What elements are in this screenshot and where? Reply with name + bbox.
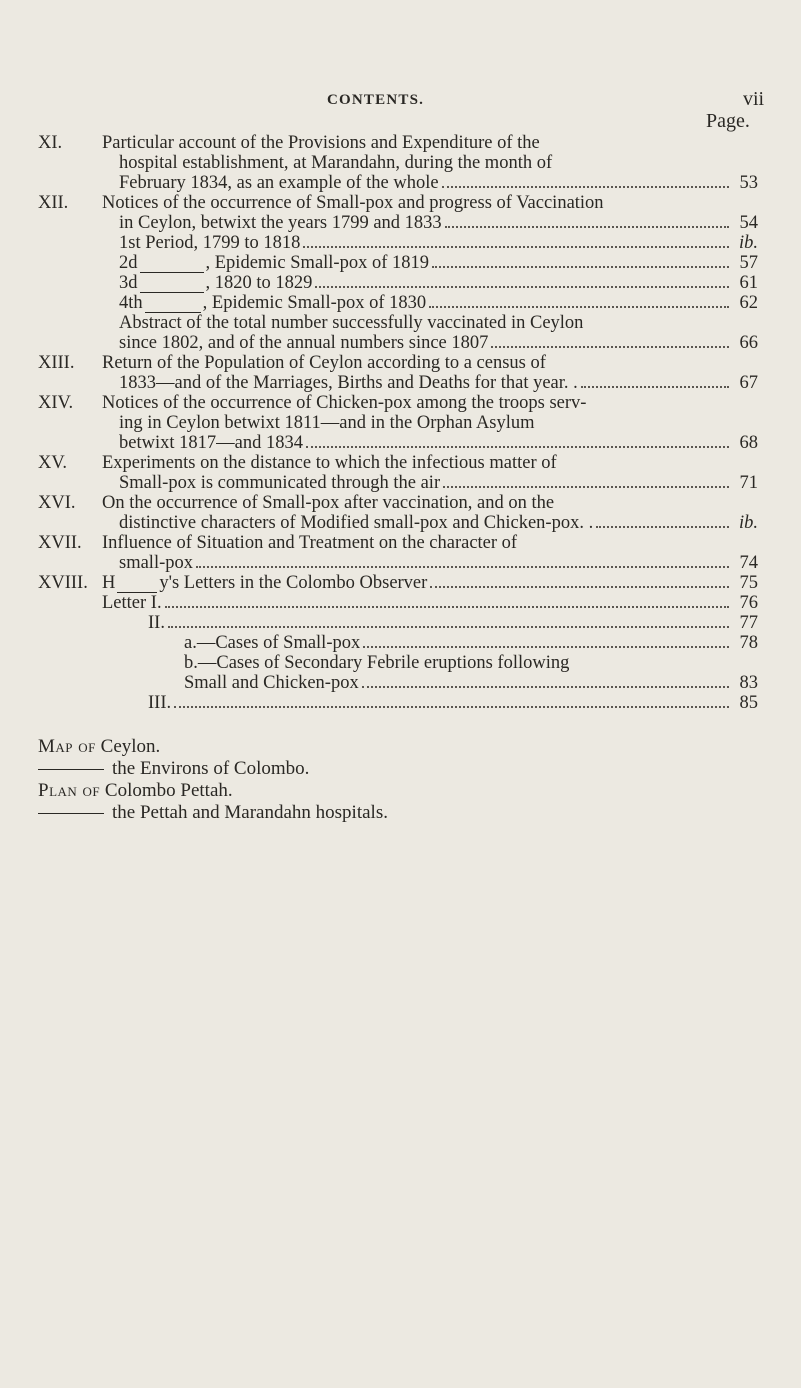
- toc-line: [102, 613, 758, 633]
- toc-line: [102, 513, 758, 533]
- map-item: [38, 802, 388, 824]
- toc-line: [102, 693, 758, 713]
- toc-line-text: Letter I.: [102, 593, 162, 613]
- map-item-text: Colombo Pettah.: [104, 780, 233, 801]
- map-item-label: Map of: [38, 736, 96, 757]
- toc-line: [102, 393, 758, 413]
- page-number: 78: [739, 633, 758, 653]
- page-number: 85: [739, 693, 758, 713]
- table-of-contents: [38, 133, 758, 713]
- toc-line-text: Small-pox is communicated through the air: [119, 473, 441, 493]
- dot-leader: [442, 186, 729, 188]
- toc-line-text: since 1802, and of the annual numbers since 1807: [119, 333, 489, 353]
- page-number: 53: [739, 173, 758, 193]
- toc-entry: [38, 493, 758, 533]
- toc-line: [102, 253, 758, 273]
- toc-line-text: Notices of the occurrence of Small-pox and progress of Vaccination: [102, 193, 604, 213]
- chapter-number: XVI.: [38, 493, 76, 513]
- page-number: 61: [739, 273, 758, 293]
- dot-leader: [581, 386, 729, 388]
- chapter-number: XVII.: [38, 533, 82, 553]
- dot-leader: [443, 486, 729, 488]
- map-item: [38, 758, 388, 780]
- page-number: 76: [739, 593, 758, 613]
- dot-leader: [430, 586, 729, 588]
- map-item-text: Ceylon.: [100, 736, 161, 757]
- toc-line-text: in Ceylon, betwixt the years 1799 and 1833: [119, 213, 442, 233]
- toc-line-text: Notices of the occurrence of Chicken-pox among the troops serv-: [102, 393, 587, 413]
- toc-line-text: Small and Chicken-pox: [184, 673, 359, 693]
- map-item: [38, 736, 388, 758]
- line-prefix: 2d: [119, 253, 138, 273]
- map-item-text: the Pettah and Marandahn hospitals.: [112, 802, 388, 823]
- toc-line: [102, 213, 758, 233]
- ditto-dash: [38, 769, 104, 770]
- page-number: 77: [739, 613, 758, 633]
- dot-leader: [306, 446, 729, 448]
- toc-line: [102, 593, 758, 613]
- toc-line-text: , Epidemic Small-pox of 1830: [202, 293, 427, 313]
- page-number: 68: [739, 433, 758, 453]
- page-number: ib.: [738, 233, 758, 253]
- toc-line: [102, 133, 758, 153]
- toc-line-text: II.: [148, 613, 165, 633]
- chapter-number: XIII.: [38, 353, 75, 373]
- chapter-number: XIV.: [38, 393, 74, 413]
- toc-line-text: y's Letters in the Colombo Observer: [159, 573, 428, 593]
- dot-leader: [596, 526, 729, 528]
- toc-line-text: ing in Ceylon betwixt 1811—and in the Orphan Asylum: [119, 413, 535, 433]
- toc-line: [102, 333, 758, 353]
- page-number: 74: [739, 553, 758, 573]
- toc-line-text: distinctive characters of Modified small-pox and Chicken-pox. .: [119, 513, 594, 533]
- toc-line-text: Particular account of the Provisions and Expenditure of the: [102, 133, 540, 153]
- page-number: 57: [739, 253, 758, 273]
- toc-entry: [38, 133, 758, 193]
- toc-entry: [38, 573, 758, 713]
- chapter-number: XV.: [38, 453, 67, 473]
- toc-line-text: , Epidemic Small-pox of 1819: [205, 253, 430, 273]
- dot-leader: [174, 706, 729, 708]
- toc-line: [102, 293, 758, 313]
- chapter-number: XII.: [38, 193, 69, 213]
- dot-leader: [445, 226, 729, 228]
- dot-leader: [303, 246, 729, 248]
- toc-line-text: 1833—and of the Marriages, Births and Deaths for that year. .: [119, 373, 578, 393]
- toc-line: [102, 653, 758, 673]
- dot-leader: [196, 566, 729, 568]
- chapter-number: XI.: [38, 133, 63, 153]
- ditto-dash: [38, 813, 104, 814]
- chapter-number: XVIII.: [38, 573, 88, 593]
- page-number: ib.: [738, 513, 758, 533]
- page-number: 62: [739, 293, 758, 313]
- dot-leader: [362, 686, 729, 688]
- running-head: [0, 88, 801, 116]
- toc-line: [102, 553, 758, 573]
- map-item-label: Plan of: [38, 780, 101, 801]
- map-item-text: the Environs of Colombo.: [112, 758, 310, 779]
- page-number: 54: [739, 213, 758, 233]
- dot-leader: [432, 266, 729, 268]
- toc-line: [102, 433, 758, 453]
- dot-leader: [165, 606, 729, 608]
- toc-line: [102, 633, 758, 653]
- toc-line: [102, 313, 758, 333]
- toc-line-text: b.—Cases of Secondary Febrile eruptions following: [184, 653, 570, 673]
- page-number: 71: [739, 473, 758, 493]
- toc-line-text: small-pox: [119, 553, 193, 573]
- dot-leader: [491, 346, 729, 348]
- toc-line: [102, 473, 758, 493]
- toc-line: [102, 273, 758, 293]
- toc-line-text: Experiments on the distance to which the infectious matter of: [102, 453, 557, 473]
- toc-line: [102, 153, 758, 173]
- dot-leader: [363, 646, 729, 648]
- line-prefix: 4th: [119, 293, 143, 313]
- toc-line-text: betwixt 1817—and 1834: [119, 433, 303, 453]
- dot-leader: [429, 306, 729, 308]
- line-prefix: 3d: [119, 273, 138, 293]
- ditto-dash: [140, 292, 204, 293]
- page-number: 67: [739, 373, 758, 393]
- dot-leader: [168, 626, 729, 628]
- toc-line: [102, 573, 758, 593]
- toc-line: [102, 373, 758, 393]
- maps-and-plans-list: [38, 736, 388, 824]
- page-number: 75: [739, 573, 758, 593]
- toc-line-text: a.—Cases of Small-pox: [184, 633, 361, 653]
- toc-line: [102, 673, 758, 693]
- toc-line: [102, 193, 758, 213]
- line-prefix: H: [102, 573, 116, 593]
- toc-line: [102, 533, 758, 553]
- toc-entry: [38, 533, 758, 573]
- page-column-label: Page.: [706, 110, 750, 132]
- toc-line-text: February 1834, as an example of the whole: [119, 173, 439, 193]
- toc-line: [102, 413, 758, 433]
- toc-line: [102, 173, 758, 193]
- toc-entry: [38, 453, 758, 493]
- toc-line-text: III.: [148, 693, 172, 713]
- toc-line: [102, 493, 758, 513]
- page-number: 83: [739, 673, 758, 693]
- toc-line-text: hospital establishment, at Marandahn, during the month of: [119, 153, 553, 173]
- ditto-dash: [140, 272, 204, 273]
- running-head-title: CONTENTS.: [327, 92, 425, 108]
- page-folio: vii: [743, 88, 765, 110]
- toc-entry: [38, 193, 758, 353]
- toc-entry: [38, 353, 758, 393]
- page-number: 66: [739, 333, 758, 353]
- toc-line-text: 1st Period, 1799 to 1818: [119, 233, 301, 253]
- toc-line: [102, 233, 758, 253]
- toc-line: [102, 353, 758, 373]
- toc-line-text: Influence of Situation and Treatment on the character of: [102, 533, 518, 553]
- toc-line: [102, 453, 758, 473]
- toc-line-text: Return of the Population of Ceylon according to a census of: [102, 353, 546, 373]
- toc-line-text: On the occurrence of Small-pox after vaccination, and on the: [102, 493, 555, 513]
- toc-line-text: Abstract of the total number successfully vaccinated in Ceylon: [119, 313, 584, 333]
- toc-entry: [38, 393, 758, 453]
- toc-line-text: , 1820 to 1829: [205, 273, 313, 293]
- dot-leader: [315, 286, 729, 288]
- map-item: [38, 780, 388, 802]
